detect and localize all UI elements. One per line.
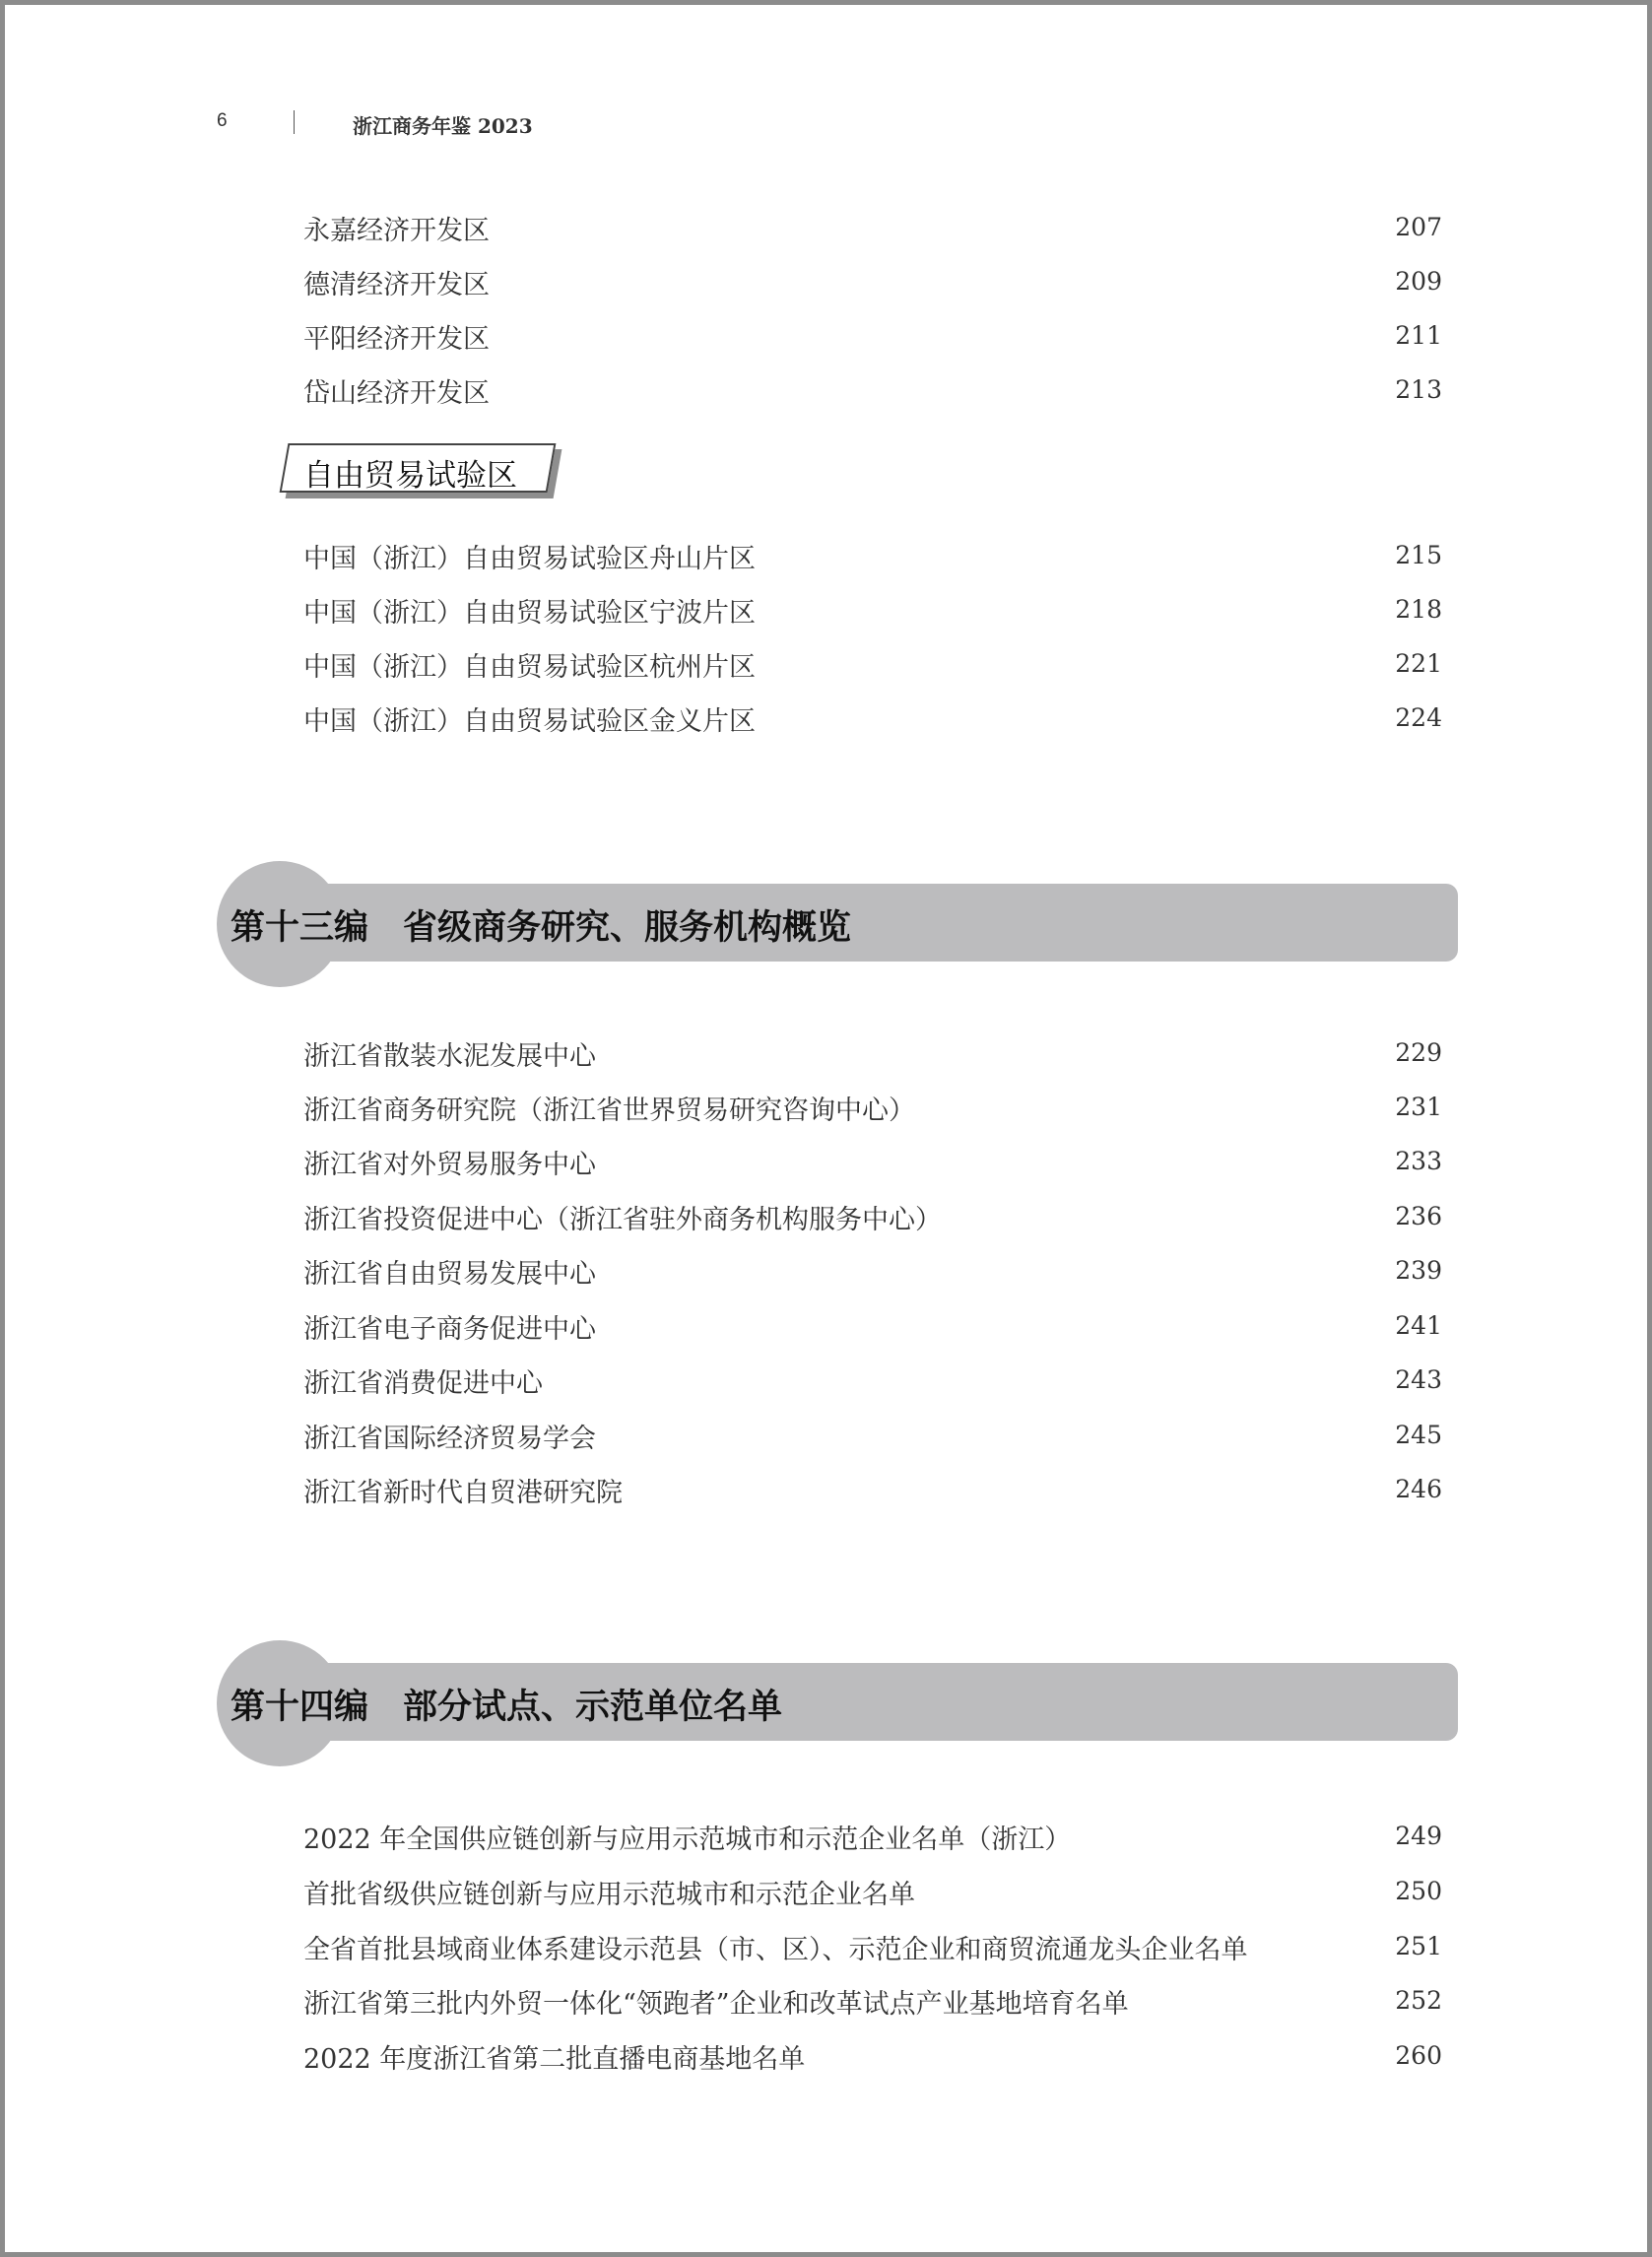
toc-entry-page: 209	[1395, 267, 1442, 296]
toc-entry-page: 221	[1395, 649, 1442, 678]
toc-entry-title: 浙江省电子商务促进中心	[303, 1314, 596, 1345]
toc-entry-page: 241	[1395, 1311, 1442, 1340]
toc-entry-title: 2022 年全国供应链创新与应用示范城市和示范企业名单（浙江）	[303, 1825, 1072, 1855]
toc-entry-title: 首批省级供应链创新与应用示范城市和示范企业名单	[303, 1880, 915, 1910]
toc-entry-page: 229	[1395, 1038, 1442, 1067]
toc-entry[interactable]	[303, 1417, 1442, 1456]
toc-entry-title: 中国（浙江）自由贸易试验区舟山片区	[303, 544, 756, 574]
toc-entry-title: 浙江省商务研究院（浙江省世界贸易研究咨询中心）	[303, 1095, 915, 1126]
toc-entry[interactable]	[303, 1471, 1442, 1510]
toc-entry[interactable]	[303, 1198, 1442, 1237]
toc-entry-page: 249	[1395, 1822, 1442, 1850]
toc-entry-page: 218	[1395, 595, 1442, 624]
part-14-title: 第十四编 部分试点、示范单位名单	[231, 1687, 783, 1727]
toc-entry[interactable]	[303, 645, 1442, 685]
toc-entry-title: 永嘉经济开发区	[303, 216, 490, 246]
toc-entry[interactable]	[303, 2037, 1442, 2077]
part-13-banner	[217, 861, 1458, 987]
toc-entry-page: 233	[1395, 1147, 1442, 1175]
toc-entry[interactable]	[303, 1873, 1442, 1912]
toc-entry[interactable]	[303, 1818, 1442, 1857]
toc-entry[interactable]	[303, 1928, 1442, 1967]
toc-entry-page: 251	[1395, 1932, 1442, 1960]
toc-entry-title: 浙江省新时代自贸港研究院	[303, 1478, 623, 1508]
header-divider	[294, 110, 295, 134]
toc-entry[interactable]	[303, 371, 1442, 411]
toc-entry[interactable]	[303, 1982, 1442, 2022]
toc-entry-title: 浙江省自由贸易发展中心	[303, 1259, 596, 1290]
toc-entry-page: 250	[1395, 1877, 1442, 1905]
toc-entry[interactable]	[303, 591, 1442, 631]
toc-entry-page: 207	[1395, 213, 1442, 241]
toc-entry-title: 浙江省对外贸易服务中心	[303, 1150, 596, 1180]
toc-entry-page: 245	[1395, 1421, 1442, 1449]
toc-entry-title: 德清经济开发区	[303, 270, 490, 300]
toc-entry-page: 239	[1395, 1256, 1442, 1285]
toc-entry-page: 213	[1395, 375, 1442, 404]
toc-entry-page: 243	[1395, 1365, 1442, 1394]
toc-entry-page: 236	[1395, 1202, 1442, 1230]
toc-entry[interactable]	[303, 209, 1442, 248]
toc-entry[interactable]	[303, 263, 1442, 302]
toc-entry-title: 浙江省第三批内外贸一体化“领跑者”企业和改革试点产业基地培育名单	[303, 1989, 1129, 2020]
toc-entry-title: 中国（浙江）自由贸易试验区宁波片区	[303, 598, 756, 629]
toc-entry-title: 中国（浙江）自由贸易试验区金义片区	[303, 706, 756, 737]
toc-entry-title: 2022 年度浙江省第二批直播电商基地名单	[303, 2044, 806, 2075]
toc-entry-title: 浙江省散装水泥发展中心	[303, 1041, 596, 1072]
book-title: 浙江商务年鉴 2023	[353, 114, 533, 138]
toc-entry[interactable]	[303, 317, 1442, 357]
toc-entry-title: 浙江省消费促进中心	[303, 1368, 543, 1399]
toc-entry-page: 224	[1395, 703, 1442, 732]
toc-entry[interactable]	[303, 1307, 1442, 1347]
toc-entry[interactable]	[303, 1143, 1442, 1182]
toc-entry-title: 全省首批县域商业体系建设示范县（市、区）、示范企业和商贸流通龙头企业名单	[303, 1935, 1248, 1965]
part-14-banner	[217, 1640, 1458, 1766]
toc-entry-page: 246	[1395, 1475, 1442, 1503]
toc-entry-page: 231	[1395, 1093, 1442, 1121]
toc-entry-title: 浙江省国际经济贸易学会	[303, 1424, 596, 1454]
toc-entry-page: 252	[1395, 1986, 1442, 2015]
toc-entry-page: 211	[1395, 321, 1442, 350]
toc-entry[interactable]	[303, 1361, 1442, 1401]
page-number: 6	[217, 110, 228, 131]
toc-entry[interactable]	[303, 1034, 1442, 1074]
toc-entry-title: 中国（浙江）自由贸易试验区杭州片区	[303, 652, 756, 683]
toc-entry[interactable]	[303, 699, 1442, 739]
toc-entry-title: 浙江省投资促进中心（浙江省驻外商务机构服务中心）	[303, 1205, 942, 1235]
toc-entry-title: 平阳经济开发区	[303, 324, 490, 355]
toc-entry-title: 岱山经济开发区	[303, 378, 490, 409]
toc-entry[interactable]	[303, 537, 1442, 576]
toc-entry-page: 215	[1395, 541, 1442, 569]
subsection-title: 自由贸易试验区	[303, 458, 517, 493]
toc-entry-page: 260	[1395, 2041, 1442, 2070]
toc-entry[interactable]	[303, 1089, 1442, 1128]
toc-entry[interactable]	[303, 1252, 1442, 1292]
part-13-title: 第十三编 省级商务研究、服务机构概览	[231, 907, 852, 948]
